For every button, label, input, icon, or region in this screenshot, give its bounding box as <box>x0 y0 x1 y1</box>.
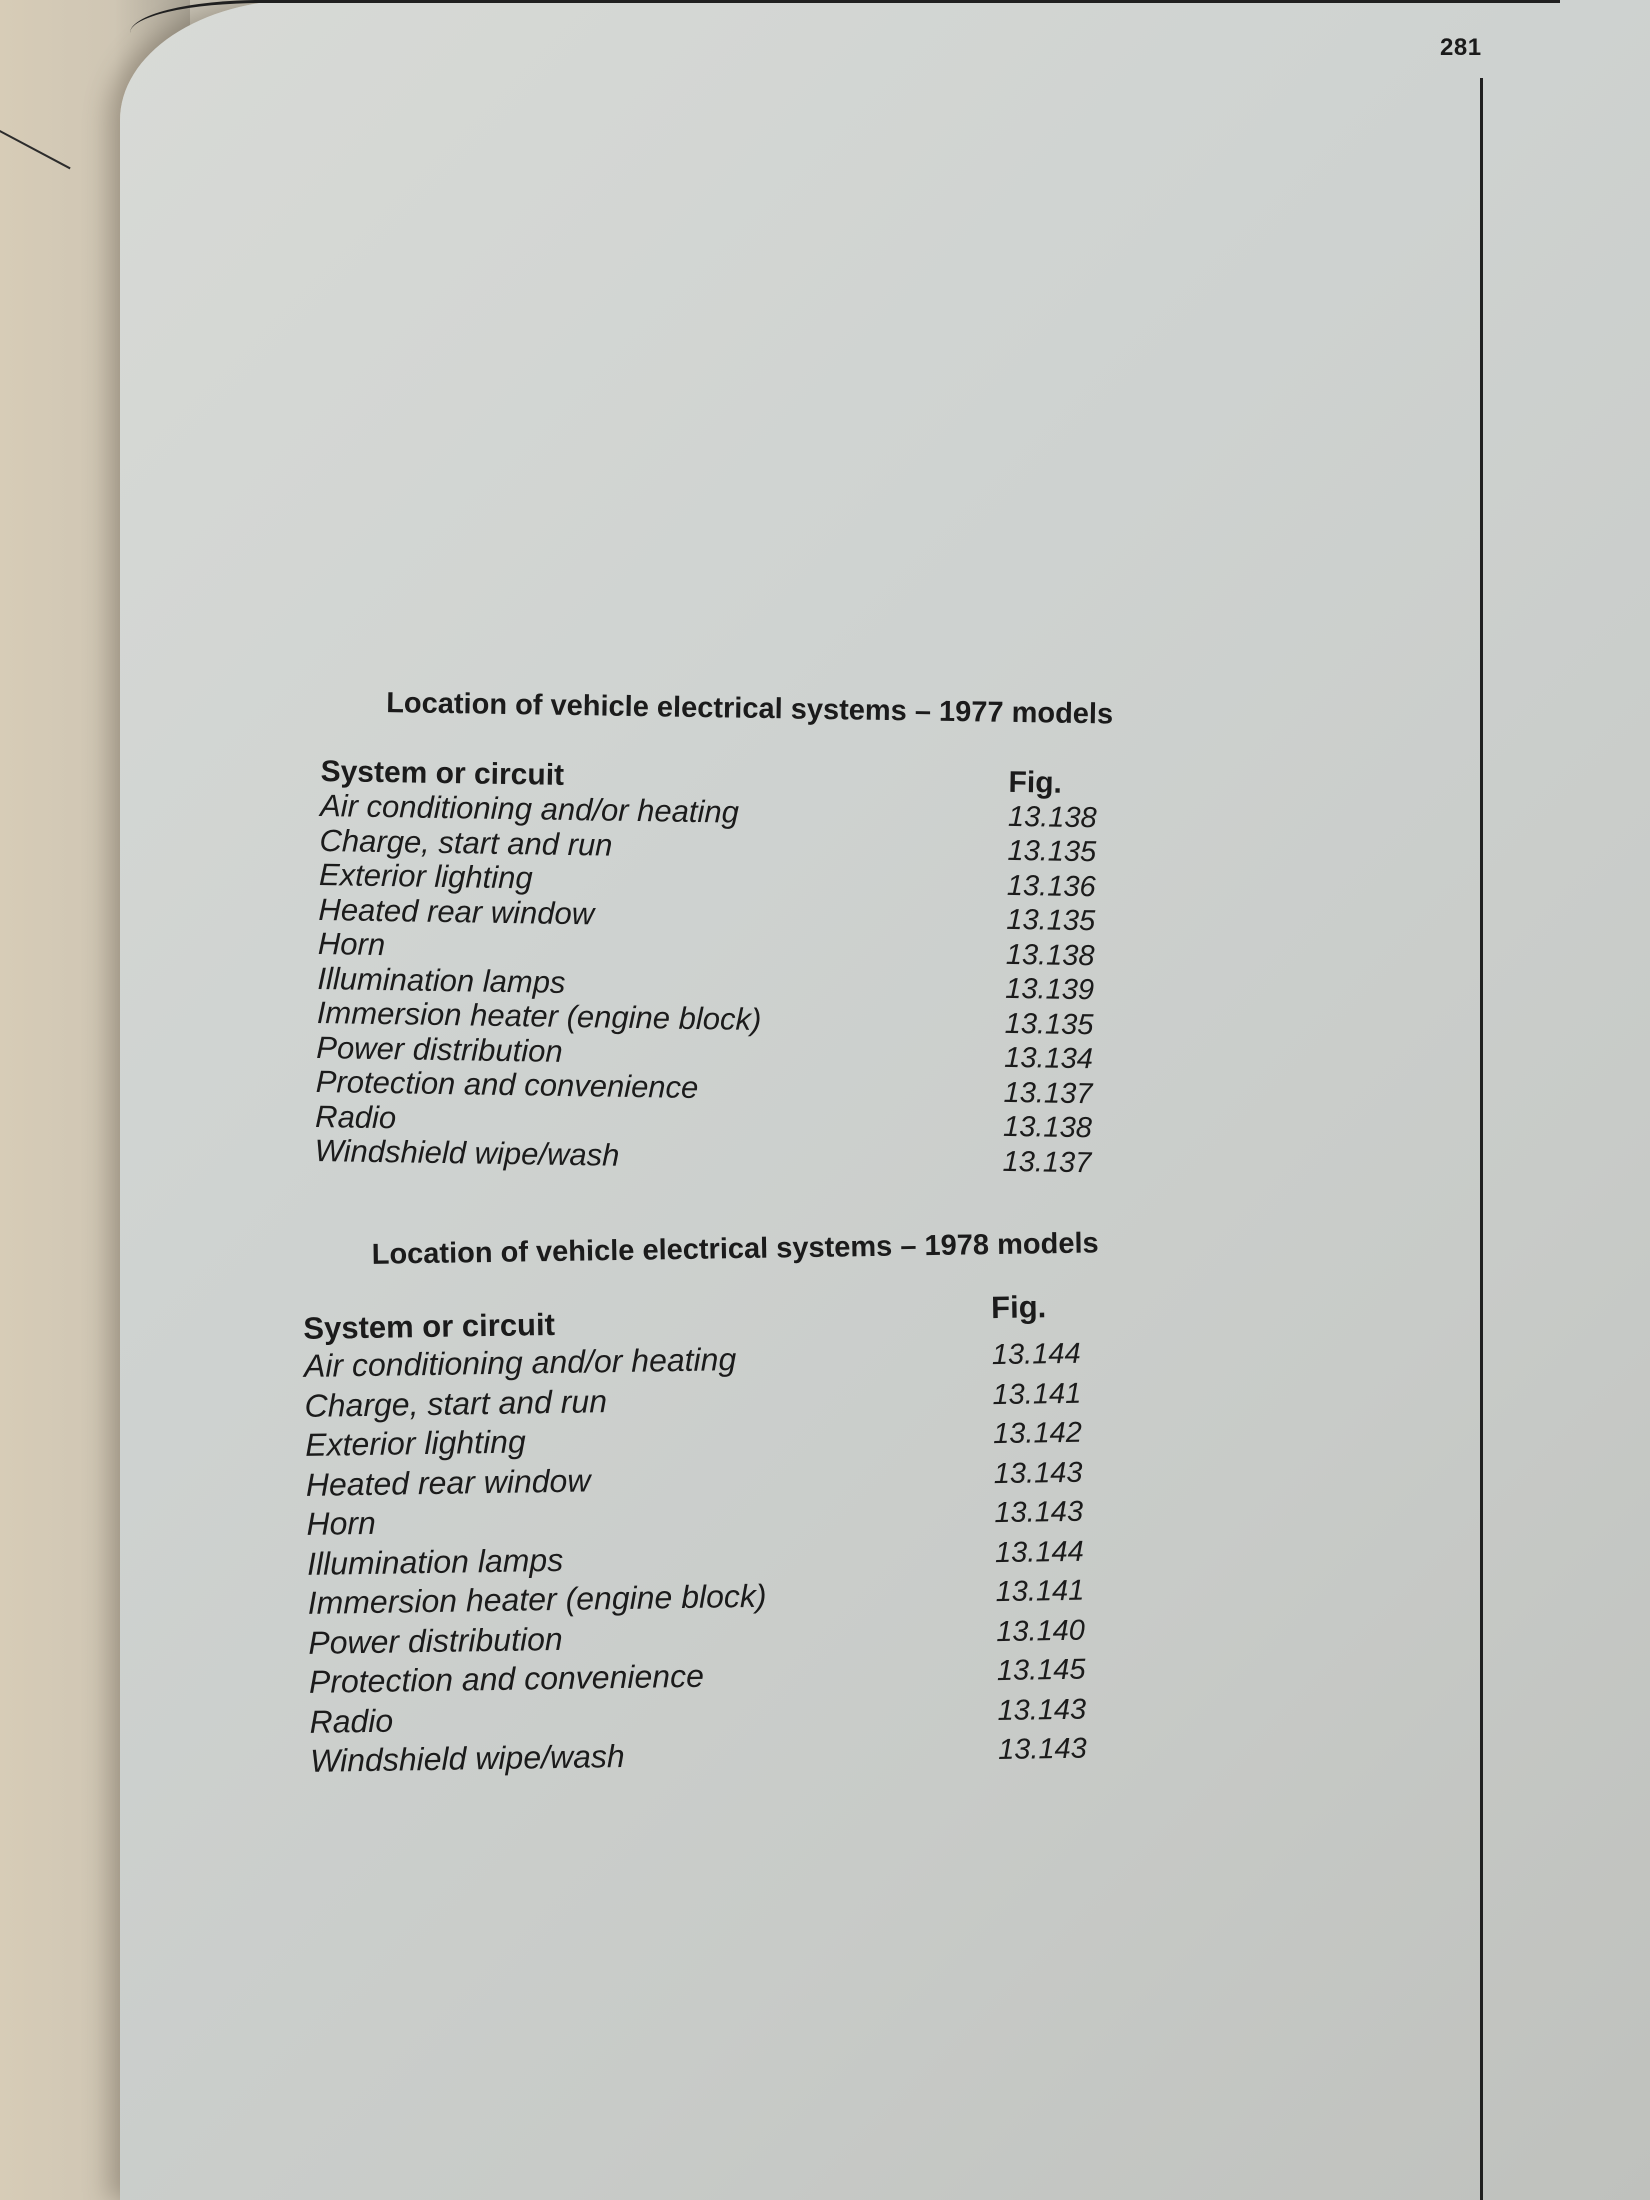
fig-number: 13.145 <box>996 1653 1086 1688</box>
system-name: Radio <box>314 1098 397 1136</box>
fig-number: 13.137 <box>1002 1145 1092 1179</box>
system-name: Air conditioning and/or heating <box>319 788 740 830</box>
fig-number: 13.138 <box>1005 938 1095 972</box>
system-name: Exterior lighting <box>304 1423 527 1464</box>
fig-number: 13.139 <box>1005 973 1095 1007</box>
section-title: Location of vehicle electrical systems – 1977 models <box>385 687 1114 731</box>
section-1977 <box>182 684 1249 1183</box>
fig-number: 13.135 <box>1007 835 1097 869</box>
system-name: Protection and convenience <box>315 1064 699 1106</box>
system-name: Horn <box>317 926 386 963</box>
facing-page-rule <box>0 130 71 231</box>
systems-table <box>171 1289 1248 1783</box>
fig-number: 13.141 <box>995 1574 1085 1609</box>
column-header-system: System or circuit <box>303 1306 556 1346</box>
fig-number: 13.144 <box>991 1337 1081 1372</box>
system-name: Immersion heater (engine block) <box>316 995 762 1038</box>
system-name: Immersion heater (engine block) <box>307 1577 767 1622</box>
fig-number: 13.135 <box>1006 904 1096 938</box>
systems-table <box>182 753 1248 1183</box>
fig-number: 13.143 <box>997 1693 1087 1727</box>
section-1978 <box>170 1225 1248 1783</box>
system-name: Heated rear window <box>305 1462 591 1503</box>
page-number: 281 <box>1440 34 1482 61</box>
page-right-rule <box>1480 78 1483 2200</box>
system-name: Air conditioning and/or heating <box>303 1341 737 1385</box>
fig-number: 13.143 <box>997 1732 1088 1767</box>
column-header-system: System or circuit <box>320 755 565 792</box>
fig-number: 13.136 <box>1006 869 1096 903</box>
section-title: Location of vehicle electrical systems – 1978 models <box>371 1227 1099 1271</box>
system-name: Charge, start and run <box>304 1382 608 1424</box>
system-name: Windshield wipe/wash <box>309 1738 625 1780</box>
system-name: Charge, start and run <box>319 822 613 863</box>
fig-number: 13.134 <box>1003 1042 1094 1076</box>
column-header-fig: Fig. <box>1008 765 1063 800</box>
fig-number: 13.140 <box>995 1614 1086 1648</box>
system-name: Horn <box>306 1505 377 1543</box>
system-name: Power distribution <box>316 1029 563 1069</box>
fig-number: 13.141 <box>992 1377 1082 1411</box>
fig-number: 13.142 <box>992 1416 1083 1451</box>
page-top-rule <box>130 0 1560 33</box>
fig-number: 13.137 <box>1003 1076 1093 1110</box>
system-name: Exterior lighting <box>318 857 533 896</box>
system-name: Windshield wipe/wash <box>314 1133 620 1174</box>
column-header-fig: Fig. <box>990 1289 1047 1326</box>
system-name: Illumination lamps <box>317 960 566 1000</box>
fig-number: 13.135 <box>1004 1007 1094 1041</box>
fig-number: 13.138 <box>1007 800 1097 835</box>
fig-number: 13.143 <box>994 1495 1084 1530</box>
fig-number: 13.143 <box>993 1456 1083 1490</box>
system-name: Protection and convenience <box>308 1657 705 1701</box>
system-name: Heated rear window <box>318 891 595 932</box>
system-name: Illumination lamps <box>306 1541 564 1582</box>
system-name: Radio <box>309 1702 394 1740</box>
system-name: Power distribution <box>308 1620 563 1661</box>
fig-number: 13.144 <box>994 1535 1084 1569</box>
fig-number: 13.138 <box>1002 1111 1093 1145</box>
